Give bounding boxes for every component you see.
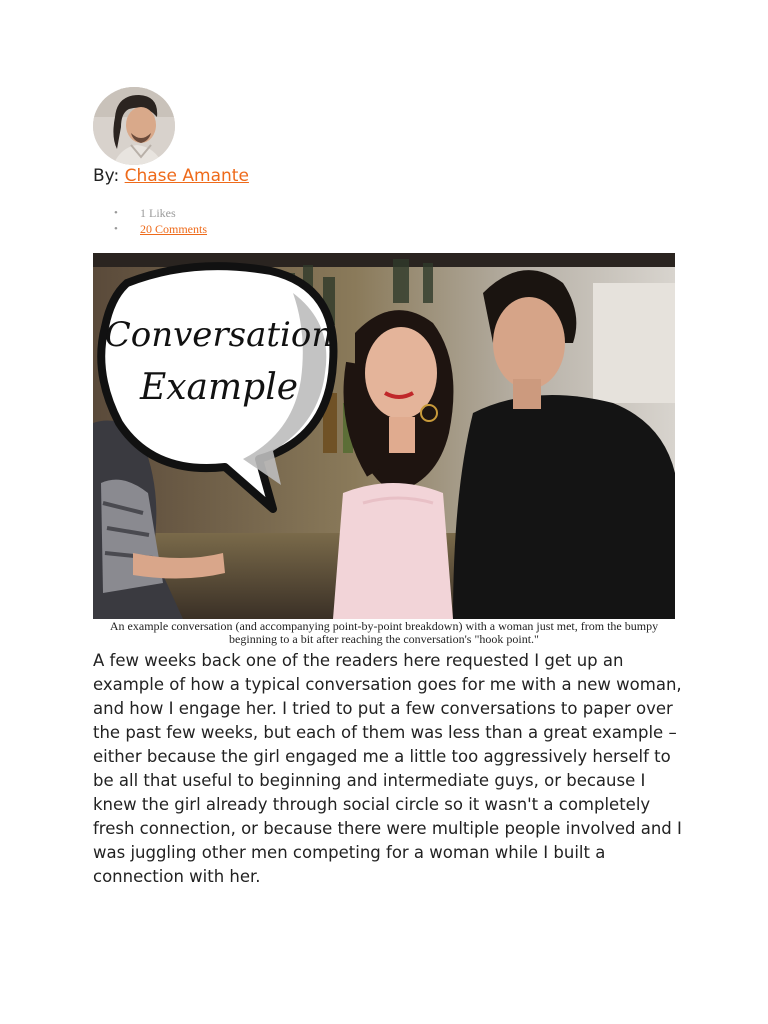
post-meta-list <box>114 205 207 237</box>
likes-count: • 1 Likes <box>114 205 207 221</box>
byline-label: By: <box>93 166 120 186</box>
bubble-line-2: Example <box>139 367 299 408</box>
comments-link[interactable]: 20 Comments <box>140 222 208 236</box>
author-avatar[interactable] <box>93 87 175 165</box>
byline <box>93 166 249 186</box>
author-link[interactable]: Chase Amante <box>124 166 249 186</box>
hero-image <box>93 253 675 619</box>
article-paragraph: A few weeks back one of the readers here requested I get up an example of how a typical conversation goes for me with a new woman, and how I engage her. I tried to put a few conversations to paper over the past few weeks, but each of them was less than a great example – either because the girl engaged me a little too aggressively herself to be all that useful to beginning and intermediate guys, or because I knew the girl already through social circle so it wasn't a completely fresh connection, or because there were multiple people involved and I was juggling other men competing for a woman while I built a connection with her. <box>93 651 682 886</box>
hero-illustration <box>93 253 675 619</box>
author-photo <box>93 87 175 165</box>
bubble-line-1: Conversation <box>104 315 334 355</box>
image-caption: An example conversation (and accompanying point-by-point breakdown) with a woman just met, from the bumpy beginning to a bit after reaching the conversation's "hook point." <box>109 619 659 646</box>
